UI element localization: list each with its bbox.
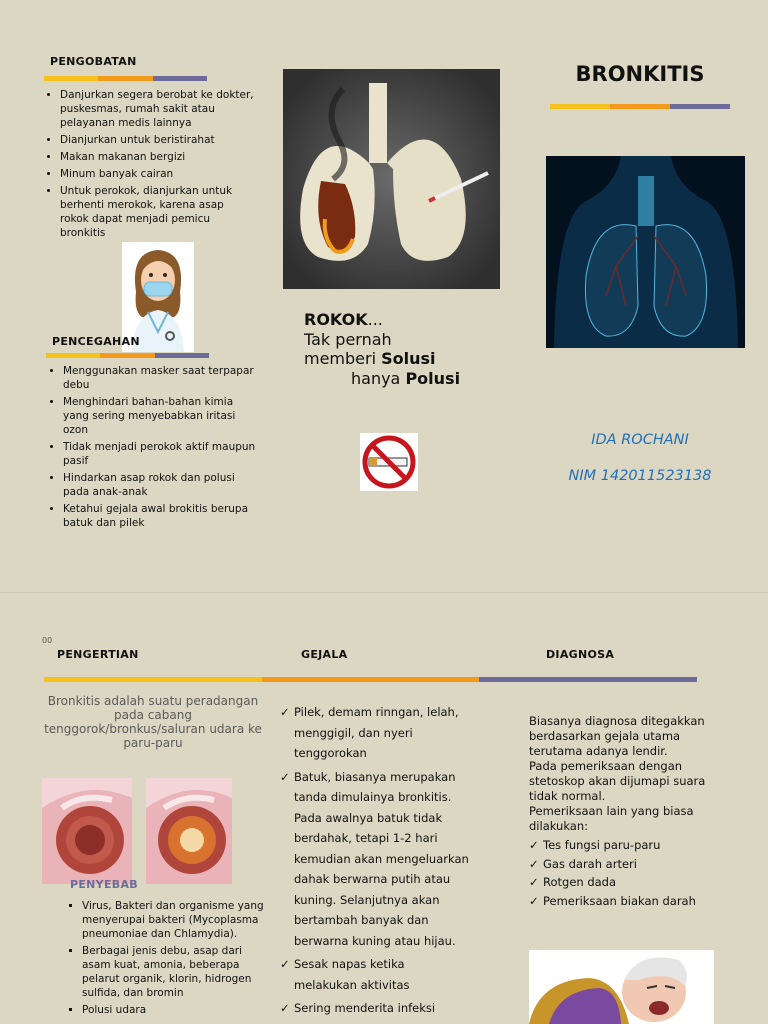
page-marker: 00	[42, 636, 53, 645]
list-item: ▪ Polusi udara	[82, 1003, 272, 1017]
list-item: • Tidak menjadi perokok aktif maupun pasif	[63, 440, 258, 468]
list-item: ▪ Virus, Bakteri dan organisme yang menyerupai bakteri (Mycoplasma pneumoniae dan Chlamydia).	[82, 899, 272, 941]
list-item: ✓ Sesak napas ketika melakukan aktivitas	[280, 954, 470, 995]
page-divider	[0, 592, 768, 593]
pengobatan-heading: PENGOBATAN	[50, 55, 137, 68]
pengertian-heading: PENGERTIAN	[57, 648, 139, 661]
diagnosa-text	[529, 714, 719, 910]
diagnosa-heading: DIAGNOSA	[546, 648, 615, 661]
no-smoking-icon	[360, 433, 418, 491]
pencegahan-heading: PENCEGAHAN	[52, 335, 140, 348]
pencegahan-list	[45, 364, 258, 534]
lungs-xray-image	[546, 156, 745, 348]
diagnosa-list	[529, 836, 719, 910]
cover-color-bar	[550, 104, 730, 109]
gejala-list	[280, 702, 470, 1024]
list-item: ✓ Pemeriksaan biakan darah	[529, 892, 719, 911]
slogan	[304, 310, 460, 388]
slogan-line2: Tak pernah	[304, 329, 392, 349]
pengertian-text: Bronkitis adalah suatu peradangan pada cabang tenggorok/bronkus/saluran udara ke paru-paru	[44, 694, 262, 750]
list-item: • Makan makanan bergizi	[60, 150, 255, 164]
slogan-solusi: Solusi	[381, 349, 436, 368]
list-item: • Dianjurkan untuk beristirahat	[60, 133, 255, 147]
slogan-word: ROKOK	[304, 310, 368, 329]
list-item: • Untuk perokok, dianjurkan untuk berhenti merokok, karena asap rokok dapat menjadi pemicu bronkitis	[60, 184, 255, 240]
list-item: ✓ Batuk, biasanya merupakan tanda dimulainya bronkitis. Pada awalnya batuk tidak berdahak, tetapi 1-2 hari kemudian akan mengeluarkan dahak berwarna putih atau kuning. Selanjutnya akan bertambah banyak dan berwarna kuning atau hijau.	[280, 767, 470, 952]
cover-title: BRONKITIS	[575, 62, 705, 86]
list-item: • Danjurkan segera berobat ke dokter, puskesmas, rumah sakit atau pelayanan medis lainnya	[60, 88, 255, 130]
slogan-line4: hanya	[351, 368, 406, 388]
burning-lungs-image	[283, 69, 500, 289]
diagnosa-paragraph: Pemeriksaan lain yang biasa dilakukan:	[529, 804, 694, 833]
list-item: ✓ Pilek, demam rinngan, lelah, menggigil, dan nyeri tenggorokan	[280, 702, 470, 764]
pengobatan-list	[42, 88, 255, 243]
author-nim: NIM 142011523138	[568, 468, 712, 484]
list-item: ✓ Gas darah arteri	[529, 855, 719, 874]
slogan-ellipsis: ...	[367, 310, 383, 329]
slogan-polusi: Polusi	[405, 368, 461, 388]
list-item: ✓ Rotgen dada	[529, 873, 719, 892]
diagnosa-paragraph: Pada pemeriksaan dengan stetoskop akan dijumapi suara tidak normal.	[529, 759, 706, 803]
slogan-line3: memberi	[304, 349, 382, 368]
list-item: ▪ Berbagai jenis debu, asap dari asam kuat, amonia, beberapa pelarut organik, klorin, hidrogen sulfida, dan bromin	[82, 944, 272, 1000]
section-color-bar	[44, 677, 697, 682]
list-item: • Minum banyak cairan	[60, 167, 255, 181]
penyebab-list	[64, 899, 272, 1024]
coughing-man-illustration	[529, 950, 714, 1024]
gejala-heading: GEJALA	[301, 648, 348, 661]
inflamed-bronchus-image	[146, 778, 232, 884]
list-item: ✓ Sering menderita infeksi	[280, 998, 470, 1019]
list-item: • Ketahui gejala awal brokitis berupa batuk dan pilek	[63, 502, 258, 530]
diagnosa-paragraph: Biasanya diagnosa ditegakkan berdasarkan gejala utama terutama adanya lendir.	[529, 714, 705, 758]
list-item: • Menggunakan masker saat terpapar debu	[63, 364, 258, 392]
list-item: • Hindarkan asap rokok dan polusi pada anak-anak	[63, 471, 258, 499]
list-item: ✓ Tes fungsi paru-paru	[529, 836, 719, 855]
pengobatan-color-bar	[44, 76, 207, 81]
pencegahan-color-bar	[46, 353, 209, 358]
healthy-bronchus-image	[42, 778, 132, 884]
author-name: IDA ROCHANI	[591, 432, 689, 448]
penyebab-heading: PENYEBAB	[70, 878, 138, 891]
list-item: • Menghindari bahan-bahan kimia yang sering menyebabkan iritasi ozon	[63, 395, 258, 437]
